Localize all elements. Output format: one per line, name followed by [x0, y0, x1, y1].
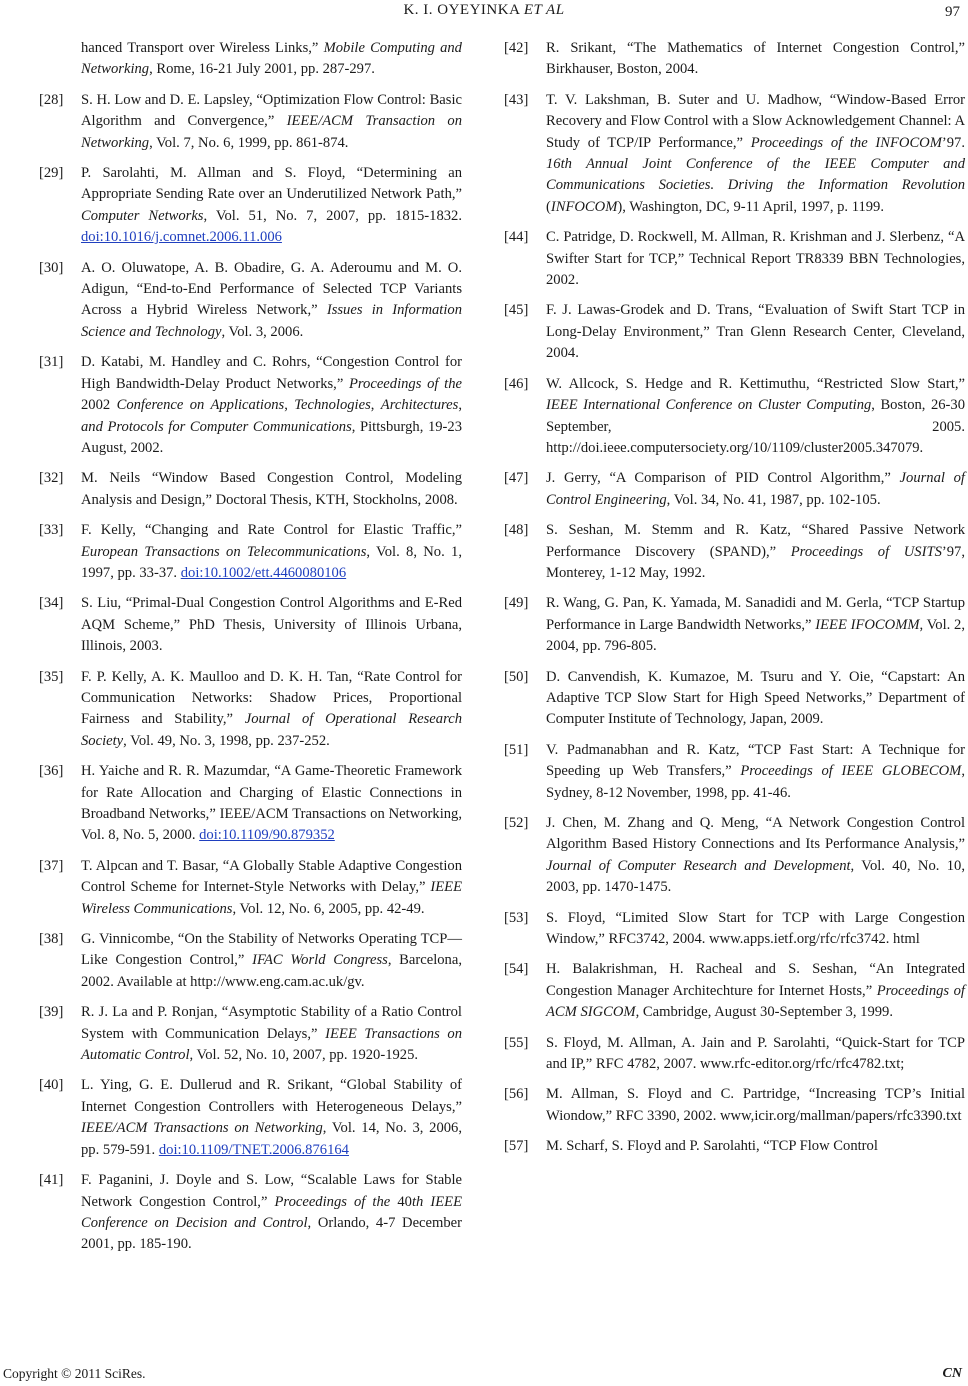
reference-text: F. J. Lawas-Grodek and D. Trans, “Evaluation of Swift Start TCP in Long-Delay Environment,” Tran Glenn Research Center, Cleveland, 2004.	[546, 302, 965, 362]
reference-number: [30]	[39, 259, 64, 276]
reference-text: , Vol. 49, No. 3, 1998, pp. 237-252.	[123, 732, 330, 749]
reference-italic-text: Proceedings of the INFOCOM	[750, 134, 942, 151]
reference-number: [28]	[39, 91, 64, 108]
reference-italic-text: Technologies	[294, 397, 371, 414]
reference-text: , Vol. 52, No. 10, 2007, pp. 1920-1925.	[189, 1047, 419, 1064]
references-right-column	[504, 38, 965, 1167]
reference-entry	[39, 520, 462, 584]
reference-text: , Vol. 14, No. 3, 2006, pp. 579-591.	[81, 1120, 462, 1158]
reference-text: , Orlando, 4-7 December 2001, pp. 185-190.	[81, 1214, 462, 1253]
reference-italic-text: Mobile Computing and Networking	[81, 40, 462, 78]
reference-text: ,	[458, 397, 462, 414]
reference-number: [55]	[504, 1034, 529, 1051]
reference-italic-text: Journal of Computer Research and Development	[546, 857, 851, 874]
reference-number: [49]	[504, 595, 529, 612]
reference-number: [47]	[504, 470, 529, 487]
page-number: 97	[945, 4, 960, 20]
reference-number: [37]	[39, 857, 64, 874]
reference-entry	[504, 959, 965, 1023]
reference-number: [53]	[504, 909, 529, 926]
reference-text: D. Katabi, M. Handley and C. Rohrs, “Congestion Control for High Bandwidth-Delay Product Networks,”	[81, 354, 462, 392]
reference-number: [56]	[504, 1086, 529, 1103]
reference-text: , Vol. 7, No. 6, 1999, pp. 861-874.	[149, 134, 349, 151]
reference-italic-text: th IEEE Conference on Decision and Control	[81, 1193, 462, 1231]
reference-text: D. Canvendish, K. Kumazoe, M. Tsuru and Y. Oie, “Capstart: An Adaptive TCP Slow Start for High Speed Networks,” Department of Computer Institute of Technology, Japan, 2009.	[546, 668, 965, 728]
reference-italic-text: Computer Networks	[81, 207, 204, 224]
page-footer	[0, 1366, 968, 1386]
reference-number: [43]	[504, 91, 529, 108]
reference-italic-text: IEEE Transactions on Automatic Control	[81, 1025, 462, 1064]
reference-text: , Vol. 34, No. 41, 1987, pp. 102-105.	[666, 491, 881, 508]
reference-italic-text: Issues in Information Science and Technology	[81, 302, 463, 340]
reference-text: H. Balakrishman, H. Racheal and S. Seshan, “An Integrated Congestion Manager Architechture for Internet Hosts,”	[546, 961, 965, 999]
reference-text: S. Seshan, M. Stemm and R. Katz, “Shared Passive Network Performance Discovery (SPAND),”	[546, 522, 965, 560]
reference-number: [50]	[504, 668, 529, 685]
reference-entry	[504, 520, 965, 584]
reference-entry	[39, 593, 462, 657]
doi-link[interactable]: doi:10.1109/90.879352	[199, 827, 335, 844]
reference-text: R. J. La and P. Ronjan, “Asymptotic Stability of a Ratio Control System with Communication Delays,”	[81, 1004, 462, 1042]
reference-entry	[39, 667, 462, 753]
reference-text: ), Washington, DC, 9-11 April, 1997, p. 1199.	[617, 198, 885, 215]
reference-number: [44]	[504, 229, 529, 246]
running-head	[0, 2, 968, 19]
reference-italic-text: IEEE IFOCOMM	[815, 616, 920, 633]
reference-text: ,	[284, 397, 295, 414]
reference-text: (	[546, 198, 551, 215]
reference-number: [32]	[39, 470, 64, 487]
reference-italic-text: Proceedings of USITS	[790, 543, 942, 560]
reference-text: H. Yaiche and R. R. Mazumdar, “A Game-Theoretic Framework for Rate Allocation and Charging of Elastic Connections in Broadband Networks,” IEEE/ACM Transactions on Networking, Vol. 8, No. 5, 2000.	[81, 763, 462, 844]
reference-number: [36]	[39, 763, 64, 780]
reference-text: hanced Transport over Wireless Links,”	[81, 40, 324, 56]
reference-text: , Vol. 40, No. 10, 2003, pp. 1470-1475.	[546, 857, 965, 896]
reference-entry	[39, 761, 462, 847]
reference-text: ,	[370, 397, 381, 414]
reference-entry	[39, 929, 462, 993]
reference-italic-text: Proceedings of the	[349, 375, 462, 392]
running-head-author: K. I. OYEYINKA	[403, 2, 520, 18]
reference-entry	[504, 593, 965, 657]
reference-text: , Pittsburgh, 19-23 August, 2002.	[81, 418, 462, 456]
reference-text: G. Vinnicombe, “On the Stability of Networks Operating TCP—Like Congestion Control,”	[81, 931, 462, 969]
reference-entry	[504, 1033, 965, 1076]
reference-text: S. Floyd, M. Allman, A. Jain and P. Sarolahti, “Quick-Start for TCP and IP,” RFC 4782, 2007. www.rfc-editor.org/rfc/rfc4782.txt;	[546, 1034, 965, 1073]
reference-text: F. Paganini, J. Doyle and S. Low, “Scalable Laws for Stable Network Congestion Control,”	[81, 1172, 462, 1210]
reference-entry	[39, 163, 462, 249]
doi-link[interactable]: doi:10.1109/TNET.2006.876164	[158, 1141, 349, 1158]
reference-italic-text: IEEE Wireless Communications	[81, 879, 462, 917]
reference-number: [31]	[39, 354, 64, 371]
reference-italic-text: 16th Annual Joint Conference of the IEEE Computer and Communications Societies. Driving the Information Revolution	[546, 156, 965, 194]
reference-number: [46]	[504, 375, 529, 392]
reference-text: W. Allcock, S. Hedge and R. Kettimuthu, “Restricted Slow Start,”	[546, 375, 965, 392]
running-head-etal: ET AL	[523, 2, 565, 18]
reference-text: , Vol. 2, 2004, pp. 796-805.	[546, 616, 965, 655]
reference-entry	[39, 1170, 462, 1256]
reference-text: J. Gerry, “A Comparison of PID Control Algorithm,”	[546, 470, 900, 487]
reference-italic-text: Proceedings of ACM SIGCOM	[546, 982, 965, 1021]
doi-link[interactable]: doi:10.1002/ett.4460080106	[180, 564, 347, 581]
reference-entry	[39, 90, 462, 154]
reference-number: [39]	[39, 1004, 64, 1021]
reference-number: [52]	[504, 815, 529, 831]
reference-text: V. Padmanabhan and R. Katz, “TCP Fast Start: A Technique for Speeding up Web Transfers,”	[546, 741, 965, 780]
running-header	[0, 2, 968, 26]
reference-text: , Vol. 12, No. 6, 2005, pp. 42-49.	[232, 900, 425, 917]
reference-entry	[39, 1002, 462, 1066]
reference-text: A. O. Oluwatope, A. B. Obadire, G. A. Aderoumu and M. O. Adigun, “End-to-End Performance of Selected TCP Variants Across a Hybrid Wireless Network,”	[81, 259, 462, 319]
reference-entry	[504, 1136, 965, 1157]
reference-entry	[504, 667, 965, 731]
reference-number: [34]	[39, 595, 64, 612]
reference-entry	[504, 90, 965, 218]
reference-entry	[39, 1075, 462, 1161]
reference-number: [48]	[504, 522, 529, 539]
reference-text: ’97, Monterey, 1-12 May, 1992.	[546, 543, 965, 581]
reference-entry	[39, 352, 462, 459]
reference-text: , Rome, 16-21 July 2001, pp. 287-297.	[149, 61, 375, 78]
reference-number: [35]	[39, 668, 64, 685]
references-left-column	[39, 38, 462, 1265]
reference-italic-text: INFOCOM	[550, 198, 618, 215]
reference-italic-text: IEEE/ACM Transaction on Networking	[81, 113, 462, 151]
reference-number: [42]	[504, 40, 529, 56]
reference-entry	[504, 813, 965, 899]
reference-italic-text: IFAC World Congress	[252, 952, 388, 969]
reference-entry	[39, 258, 462, 344]
reference-entry	[39, 856, 462, 920]
reference-entry	[504, 740, 965, 804]
reference-entry	[504, 300, 965, 364]
reference-text: , Sydney, 8-12 November, 1998, pp. 41-46.	[546, 763, 965, 801]
reference-number: [45]	[504, 302, 529, 319]
journal-abbreviation: CN	[942, 1366, 962, 1381]
reference-italic-text: Journal of Control Engineering	[546, 470, 965, 508]
reference-text: M. Allman, S. Floyd and C. Partridge, “Increasing TCP’s Initial Wiondow,” RFC 3390, 2002. www,icir.org/mallman/papers/rfc3390.txt	[546, 1086, 965, 1124]
doi-link[interactable]: doi:10.1016/j.comnet.2006.11.006	[81, 229, 282, 246]
reference-text: T. V. Lakshman, B. Suter and U. Madhow, “Window-Based Error Recovery and Flow Control with a Slow Acknowledgement Channel: A Study of TCP/IP Performance,”	[546, 91, 965, 151]
reference-entry	[504, 468, 965, 511]
reference-number: [51]	[504, 741, 529, 758]
reference-entry	[504, 38, 965, 81]
reference-number: [54]	[504, 961, 529, 978]
reference-text: F. Kelly, “Changing and Rate Control for Elastic Traffic,”	[81, 522, 462, 539]
reference-text: P. Sarolahti, M. Allman and S. Floyd, “Determining an Appropriate Sending Rate over an Underutilized Network Path,”	[81, 165, 462, 203]
reference-text: 40	[390, 1193, 412, 1210]
reference-text: L. Ying, G. E. Dullerud and R. Srikant, “Global Stability of Internet Congestion Controllers with Heterogeneous Delays,”	[81, 1077, 462, 1115]
reference-number: [29]	[39, 165, 64, 182]
reference-number: [40]	[39, 1077, 64, 1094]
reference-italic-text: European Transactions on Telecommunications	[81, 543, 367, 560]
reference-italic-text: IEEE International Conference on Cluster Computing	[546, 397, 872, 414]
reference-text: ’97.	[941, 134, 965, 151]
reference-text: 2002	[81, 397, 117, 414]
reference-entry	[504, 908, 965, 951]
reference-text: , Vol. 8, No. 1, 1997, pp. 33-37.	[81, 543, 462, 581]
reference-italic-text: Proceedings of the	[274, 1193, 391, 1210]
reference-entry	[504, 374, 965, 460]
reference-italic-text: and Protocols for Computer Communications	[81, 418, 352, 435]
reference-italic-text: Proceedings of IEEE GLOBECOM	[740, 763, 962, 780]
reference-text: , Vol. 3, 2006.	[221, 323, 304, 340]
reference-text: T. Alpcan and T. Basar, “A Globally Stable Adaptive Congestion Control Scheme for Internet-Style Networks with Delay,”	[81, 857, 462, 896]
reference-number: [41]	[39, 1172, 64, 1189]
reference-text: C. Patridge, D. Rockwell, M. Allman, R. Krishman and J. Slerbenz, “A Swifter Start for TCP,” Technical Report TR8339 BBN Technologies, 2002.	[546, 229, 965, 289]
reference-italic-text: Architectures	[380, 397, 459, 414]
reference-text: F. P. Kelly, A. K. Maulloo and D. K. H. Tan, “Rate Control for Communication Networks: Shadow Prices, Proportional Fairness and Stability,”	[81, 668, 462, 728]
copyright-notice: Copyright © 2011 SciRes.	[3, 1366, 146, 1381]
reference-text: R. Srikant, “The Mathematics of Internet Congestion Control,” Birkhauser, Boston, 2004.	[546, 40, 965, 78]
reference-text: S. Floyd, “Limited Slow Start for TCP with Large Congestion Window,” RFC3742, 2004. www.apps.ietf.org/rfc/rfc3742. html	[546, 909, 965, 948]
reference-text: , Vol. 51, No. 7, 2007, pp. 1815-1832.	[203, 207, 462, 224]
reference-number: [57]	[504, 1138, 529, 1155]
reference-text: , Cambridge, August 30-September 3, 1999.	[635, 1004, 893, 1021]
reference-text: M. Neils “Window Based Congestion Control, Modeling Analysis and Design,” Doctoral Thesis, KTH, Stockholns, 2008.	[81, 470, 462, 508]
reference-italic-text: Conference on Applications	[116, 397, 285, 414]
reference-number: [33]	[39, 522, 64, 539]
reference-text: J. Chen, M. Zhang and Q. Meng, “A Network Congestion Control Algorithm Based History Connections and Its Performance Analysis,”	[546, 815, 965, 853]
reference-text: R. Wang, G. Pan, K. Yamada, M. Sanadidi and M. Gerla, “TCP Startup Performance in Large Bandwidth Networks,”	[546, 595, 965, 633]
reference-entry	[504, 227, 965, 291]
reference-text: S. Liu, “Primal-Dual Congestion Control Algorithms and E-Red AQM Scheme,” PhD Thesis, University of Illinois Urbana, Illinois, 2003.	[81, 595, 462, 655]
reference-text: S. H. Low and D. E. Lapsley, “Optimization Flow Control: Basic Algorithm and Convergence,”	[81, 91, 462, 130]
reference-entry	[39, 468, 462, 511]
reference-entry	[504, 1084, 965, 1127]
reference-italic-text: IEEE/ACM Transactions on Networking	[81, 1120, 323, 1137]
reference-italic-text: Journal of Operational Research Society	[81, 711, 462, 749]
reference-number: [38]	[39, 931, 64, 948]
reference-text: , Barcelona, 2002. Available at http://www.eng.cam.ac.uk/gv.	[81, 952, 462, 990]
reference-text: M. Scharf, S. Floyd and P. Sarolahti, “TCP Flow Control	[546, 1138, 878, 1155]
reference-entry	[39, 38, 462, 81]
reference-text: , Boston, 26-30 September, 2005. http://doi.ieee.computersociety.org/10/1109/cluster2005.347079.	[546, 397, 966, 456]
